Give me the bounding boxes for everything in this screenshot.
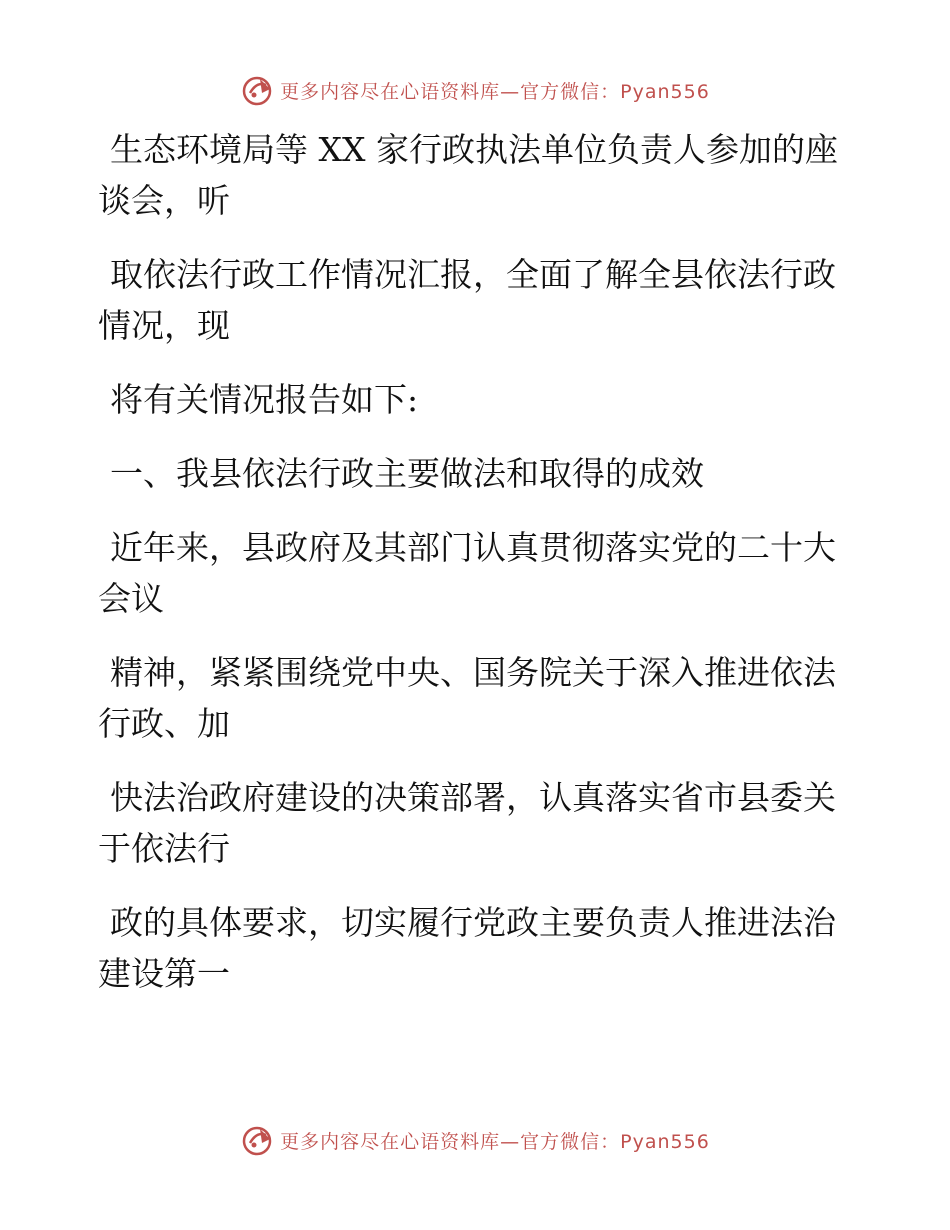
section-heading: 一、我县依法行政主要做法和取得的成效	[110, 454, 704, 493]
paragraph: 近年来，县政府及其部门认真贯彻落实党的二十大会议	[98, 528, 836, 618]
paragraph: 政的具体要求，切实履行党政主要负责人推进法治建设第一	[98, 903, 836, 993]
paragraph: 取依法行政工作情况汇报，全面了解全县依法行政情况，现	[98, 255, 836, 345]
brand-logo-icon	[240, 73, 274, 107]
brand-logo-icon	[240, 1123, 274, 1157]
footer-banner	[0, 1120, 950, 1160]
paragraph: 快法治政府建设的决策部署，认真落实省市县委关于依法行	[98, 778, 836, 868]
header-banner-text: 更多内容尽在心语资料库—官方微信：Pyan556	[280, 80, 710, 103]
footer-banner-text: 更多内容尽在心语资料库—官方微信：Pyan556	[280, 1130, 710, 1153]
paragraph: 精神，紧紧围绕党中央、国务院关于深入推进依法行政、加	[98, 653, 836, 743]
header-banner	[0, 70, 950, 110]
document-body	[98, 124, 838, 1022]
paragraph: 将有关情况报告如下:	[110, 380, 419, 419]
paragraph: 生态环境局等 XX 家行政执法单位负责人参加的座谈会，听	[98, 130, 838, 220]
